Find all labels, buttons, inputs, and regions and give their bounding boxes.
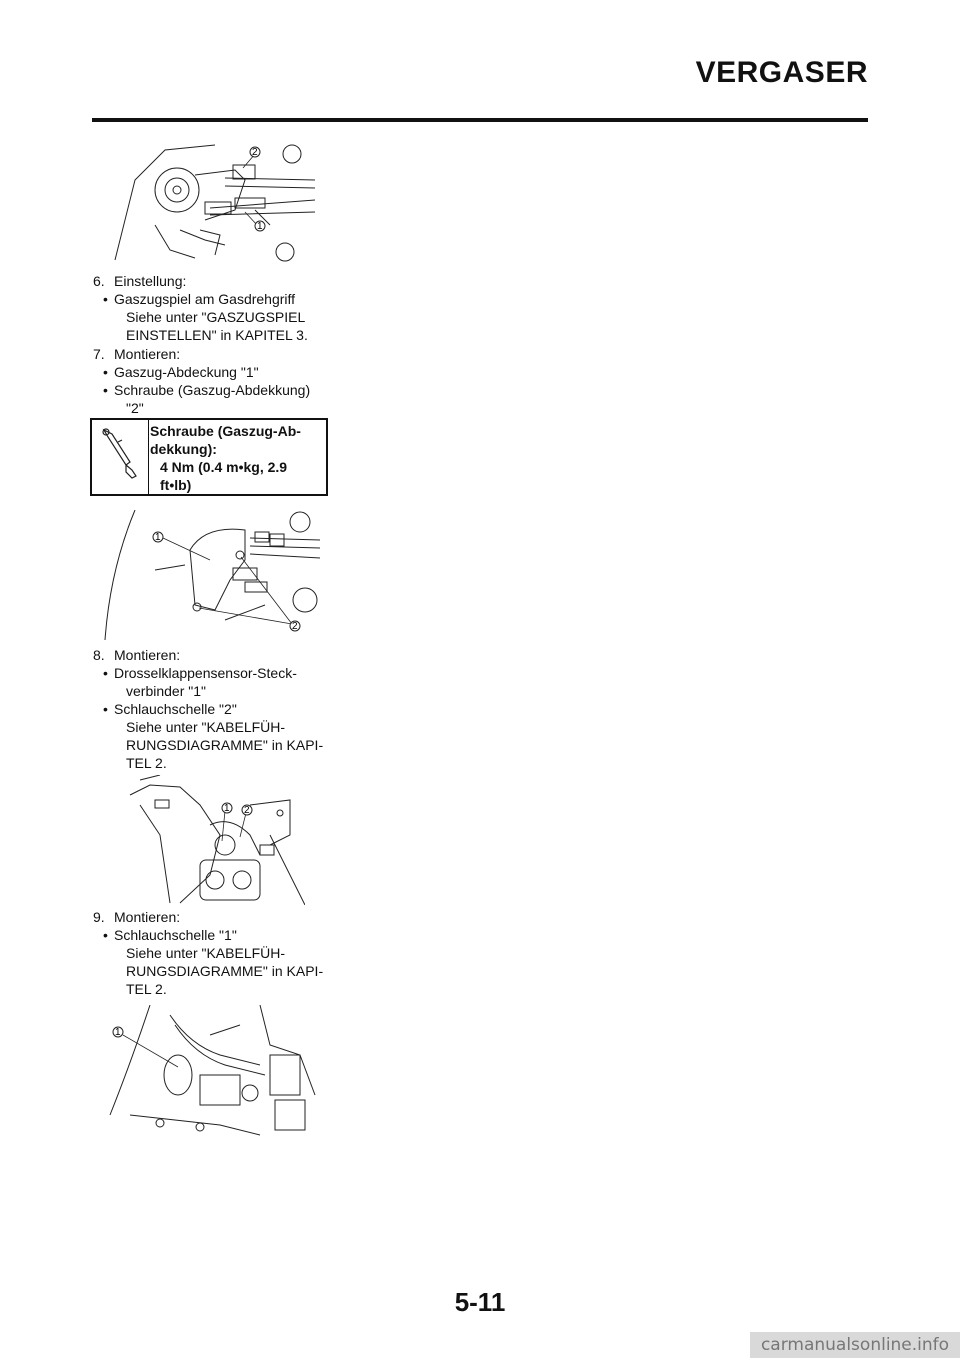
callout-1: 1: [155, 532, 161, 543]
watermark: carmanualsonline.info: [750, 1332, 960, 1358]
callout-1: 1: [115, 1027, 121, 1038]
callout-2: 2: [252, 147, 258, 158]
figure-throttle-cable-cover: [95, 510, 325, 640]
figure-hose-clamp: [100, 1005, 320, 1137]
torque-spec-text: Schraube (Gaszug-Ab- dekkung): 4 Nm (0.4 m•kg, 2.9 ft•lb): [150, 423, 301, 493]
callout-1: 1: [257, 221, 263, 232]
callout-2: 2: [292, 621, 298, 632]
page-number: 5-11: [454, 1287, 506, 1317]
figure-sensor-connector: [120, 775, 305, 905]
figure-throttle-cable-assembly: [95, 140, 315, 262]
step-8: 8. Montieren: • Drosselklappensensor-Steck- verbinder "1" • Schlauchschelle "2" Siehe unter "KABELFÜH- RUNGSDIAGRAMME" in KAPI- TEL 2.: [93, 647, 324, 771]
callout-1: 1: [224, 803, 230, 814]
callout-2: 2: [244, 805, 250, 816]
step-6: 6. Einstellung: • Gaszugspiel am Gasdrehgriff Siehe unter "GASZUGSPIEL EINSTELLEN" in KAPITEL 3.: [93, 273, 308, 343]
torque-spec-box: [90, 418, 328, 496]
torque-wrench-icon: [92, 420, 149, 494]
step-7: 7. Montieren: • Gaszug-Abdeckung "1" • Schraube (Gaszug-Abdekkung) "2": [93, 346, 311, 416]
header-divider: [92, 118, 868, 122]
section-title: VERGASER: [695, 56, 868, 89]
step-9: 9. Montieren: • Schlauchschelle "1" Siehe unter "KABELFÜH- RUNGSDIAGRAMME" in KAPI- TEL 2.: [93, 909, 324, 997]
